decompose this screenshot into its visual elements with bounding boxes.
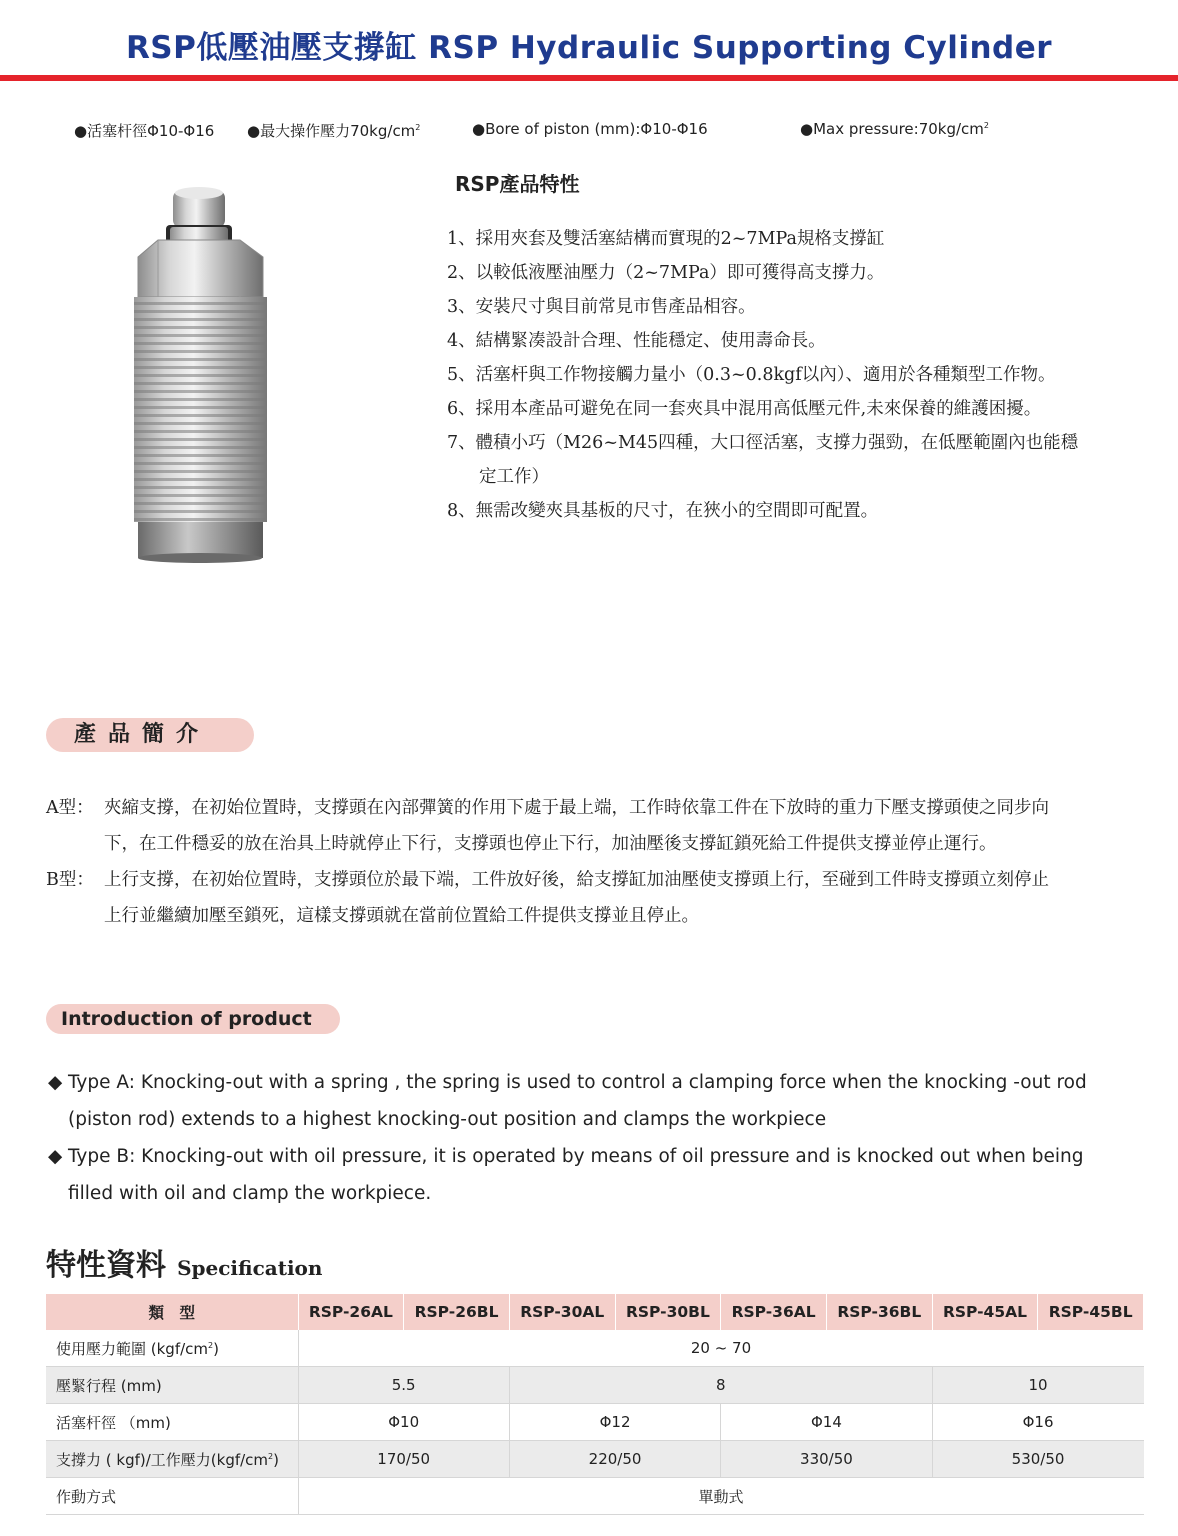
en-pressure-text: ●Max pressure:70kg/cm (800, 120, 984, 138)
force-label: 支撐力 ( kgf)/工作壓力(kgf/cm (56, 1450, 269, 1469)
model-header: RSP-45BL (1038, 1294, 1144, 1330)
spec-heading (46, 1240, 322, 1284)
feature-item: 7、體積小巧（M26~M45四種，大口徑活塞，支撐力强勁，在低壓範圍內也能穩定工作） (447, 433, 1079, 487)
unit-sup: 2 (208, 1340, 214, 1350)
force-value: 330/50 (721, 1441, 932, 1478)
stroke-value: 5.5 (298, 1367, 509, 1404)
model-header: RSP-45AL (932, 1294, 1038, 1330)
stroke-value: 8 (509, 1367, 932, 1404)
feature-item: 8、無需改變夾具基板的尺寸，在狹小的空間即可配置。 (447, 501, 879, 521)
table-row (46, 1330, 1144, 1367)
table-row (46, 1441, 1144, 1478)
rod-value: Φ12 (509, 1404, 720, 1441)
model-header: RSP-30AL (509, 1294, 615, 1330)
type-b-cn-label: B型： (46, 870, 94, 890)
intro-cn-body (46, 790, 1056, 934)
force-value: 530/50 (932, 1441, 1143, 1478)
intro-cn-heading: 產品簡介 (46, 718, 254, 752)
feature-item: 3、安裝尺寸與目前常見市售產品相容。 (447, 297, 756, 317)
diamond-bullet-icon: ◆ (48, 1072, 63, 1093)
model-header: RSP-36AL (721, 1294, 827, 1330)
pressure-range-value: 20 ~ 70 (298, 1330, 1144, 1367)
cn-pressure-sup: 2 (415, 123, 421, 132)
force-value: 220/50 (509, 1441, 720, 1478)
features-list (447, 222, 1147, 528)
type-a-cn-label: A型： (46, 798, 94, 818)
spec-table (46, 1294, 1144, 1515)
cn-bore-spec: ●活塞杆徑Φ10-Φ16 (74, 122, 215, 140)
model-header: RSP-36BL (826, 1294, 932, 1330)
intro-en-heading: Introduction of product (46, 1004, 340, 1034)
feature-item: 4、結構緊凑設計合理、性能穩定、使用壽命長。 (447, 331, 826, 351)
rod-value: Φ10 (298, 1404, 509, 1441)
type-a-en (48, 1064, 1128, 1138)
row-label: 使用壓力範圍 $(kgf/cm^2)$ (46, 1330, 298, 1367)
type-b-cn-text: 上行支撐，在初始位置時，支撐頭位於最下端，工件放好後，給支撐缸加油壓使支撐頭上行，至碰到工件時支撐頭立刻停止上行並繼續加壓至鎖死，這樣支撐頭就在當前位置給工件提供支撐並且停止。 (104, 870, 1049, 926)
feature-item: 2、以較低液壓油壓力（2~7MPa）即可獲得高支撐力。 (447, 263, 885, 283)
model-header: RSP-30BL (615, 1294, 721, 1330)
features-title: RSP產品特性 (455, 172, 580, 196)
model-header: RSP-26BL (404, 1294, 510, 1330)
title-rule (0, 75, 1178, 81)
type-b-en (48, 1138, 1128, 1212)
diamond-bullet-icon: ◆ (48, 1146, 63, 1167)
table-row (46, 1404, 1144, 1441)
spec-heading-en: Specification (177, 1256, 323, 1280)
spec-header-row (46, 1294, 1144, 1330)
en-pressure-sup: 2 (983, 121, 990, 130)
type-a-cn (46, 790, 1056, 862)
type-b-cn (46, 862, 1056, 934)
type-a-en-text: Type A: Knocking-out with a spring , the spring is used to control a clamping force when the knocking -out rod (piston rod) extends to a highest knocking-out position and clamps the workpiece (68, 1072, 1087, 1130)
feature-item: 5、活塞杆與工作物接觸力量小（0.3~0.8kgf以內）、適用於各種類型工作物。 (447, 365, 1056, 385)
spec-heading-cn: 特性資料 (46, 1248, 166, 1283)
table-row (46, 1478, 1144, 1515)
rod-value: Φ16 (932, 1404, 1143, 1441)
cylinder-product-image (128, 185, 273, 565)
en-pressure-spec (800, 120, 989, 138)
rod-label: 活塞杆徑 （mm) (46, 1404, 298, 1441)
type-b-en-text: Type B: Knocking-out with oil pressure, it is operated by means of oil pressure and is knocked out when being filled with oil and clamp the workpiece. (68, 1146, 1084, 1204)
table-row (46, 1367, 1144, 1404)
force-value: 170/50 (298, 1441, 509, 1478)
en-bore-spec: ●Bore of piston (mm):Φ10-Φ16 (472, 120, 708, 138)
pressure-range-label: 使用壓力範圍 (kgf/cm (56, 1339, 209, 1358)
stroke-value: 10 (932, 1367, 1143, 1404)
feature-item: 1、採用夾套及雙活塞結構而實現的2~7MPa規格支撐缸 (447, 229, 885, 249)
action-value: 單動式 (298, 1478, 1144, 1515)
page-title: RSP低壓油壓支撐缸 RSP Hydraulic Supporting Cylinder (125, 30, 1053, 66)
action-label: 作動方式 (46, 1478, 298, 1515)
type-header: 類 型 (46, 1294, 298, 1330)
cn-pressure-text: ●最大操作壓力70kg/cm (247, 122, 416, 140)
model-header: RSP-26AL (298, 1294, 404, 1330)
row-label: 支撐力 ( kgf)/工作壓力$(kgf/cm^2)$ (46, 1441, 298, 1478)
unit-sup: 2 (268, 1451, 274, 1461)
type-a-cn-text: 夾縮支撐，在初始位置時，支撐頭在內部彈簧的作用下處于最上端，工作時依靠工件在下放時的重力下壓支撐頭使之同步向下，在工件穩妥的放在治具上時就停止下行，支撐頭也停止下行，加油壓後支撐缸鎖死給工件提供支撐並停止運行。 (104, 798, 1049, 854)
rod-value: Φ14 (721, 1404, 932, 1441)
cn-pressure-spec (247, 120, 420, 141)
intro-en-body (48, 1064, 1128, 1212)
stroke-label: 壓緊行程 (mm) (46, 1367, 298, 1404)
feature-item: 6、採用本產品可避免在同一套夾具中混用高低壓元件,未來保養的維護困擾。 (447, 399, 1042, 419)
